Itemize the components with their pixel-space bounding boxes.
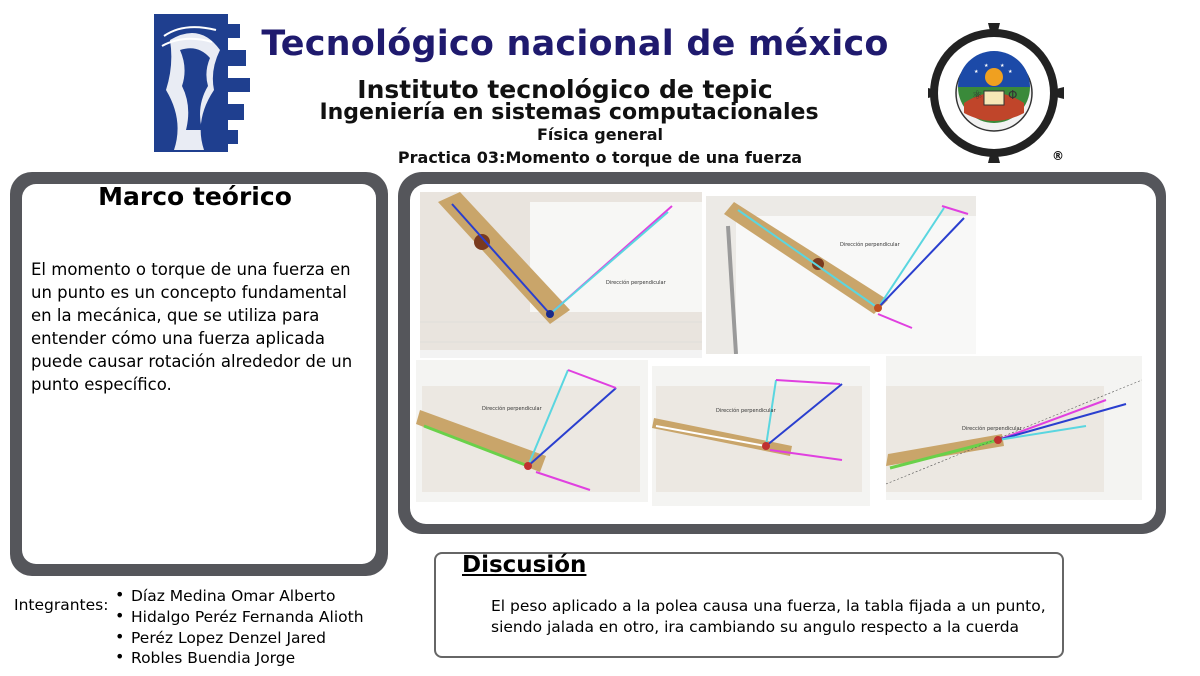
marco-teorico-title: Marco teórico: [98, 182, 292, 211]
integrantes-label: Integrantes:: [14, 596, 109, 614]
practice-title: Practica 03:Momento o torque de una fuerza: [397, 148, 803, 167]
svg-text:★: ★: [1008, 69, 1013, 75]
subject-name: Física general: [537, 125, 663, 144]
photo-4-label: Dirección perpendicular: [716, 408, 776, 414]
photo-5-label: Dirección perpendicular: [962, 426, 1022, 432]
photo-3-label: Dirección perpendicular: [482, 406, 542, 412]
experiment-photo-icon: [886, 356, 1142, 500]
list-item: • Peréz Lopez Denzel Jared: [112, 628, 364, 649]
experiment-photo-3: [416, 360, 648, 502]
career-name: Ingeniería en sistemas computacionales: [319, 100, 819, 125]
svg-text:★: ★: [984, 63, 989, 69]
photo-1-label: Dirección perpendicular: [606, 280, 666, 286]
integrantes-list: [112, 586, 364, 669]
institute-name: Instituto tecnológico de tepic: [357, 75, 773, 104]
experiment-photo-icon: [706, 196, 976, 354]
seal-registered-mark: ®: [1052, 149, 1064, 163]
list-item: • Robles Buendia Jorge: [112, 648, 364, 669]
svg-text:Φ: Φ: [1008, 88, 1018, 102]
discusion-title: Discusión: [462, 552, 587, 578]
svg-text:★: ★: [1000, 63, 1005, 69]
photo-2-label: Dirección perpendicular: [840, 242, 900, 248]
experiment-photo-4: [652, 366, 870, 506]
experiment-photo-icon: [416, 360, 648, 502]
list-item: • Díaz Medina Omar Alberto: [112, 586, 364, 607]
svg-text:⚛: ⚛: [972, 88, 983, 102]
experiment-photo-5: [886, 356, 1142, 500]
svg-text:★: ★: [974, 69, 979, 75]
experiment-photo-1: [420, 192, 702, 358]
experiment-photo-icon: [420, 192, 702, 358]
page-title: Tecnológico nacional de méxico: [261, 24, 889, 64]
marco-teorico-text: El momento o torque de una fuerza en un punto es un concepto fundamental en la mecánica, que se utiliza para entender cómo una fuerza aplicada puede causar rotación alrededor de un punto específico.: [31, 260, 353, 394]
experiment-photo-2: [706, 196, 976, 354]
experiment-photo-icon: [652, 366, 870, 506]
discusion-text: El peso aplicado a la polea causa una fuerza, la tabla fijada a un punto, siendo jalada en otro, ira cambiando su angulo respecto a la cuerda: [491, 597, 1046, 636]
list-item: • Hidalgo Peréz Fernanda Alioth: [112, 607, 364, 628]
